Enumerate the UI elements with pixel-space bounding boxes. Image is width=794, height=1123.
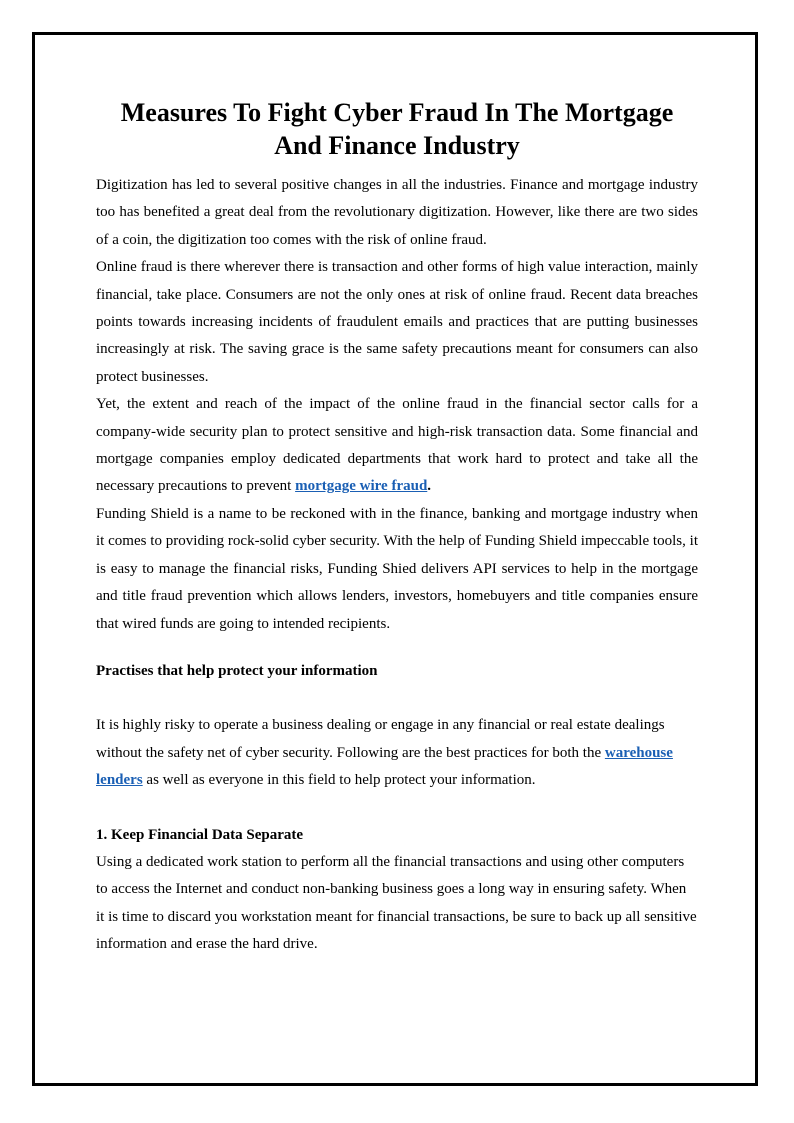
- subsection-heading: 1. Keep Financial Data Separate: [96, 826, 304, 843]
- warehouse-lenders-link[interactable]: warehouse lenders: [96, 744, 673, 789]
- paragraph-best-practices: [96, 712, 698, 795]
- paragraph-intro: Digitization has led to several positive changes in all the industries. Finance and mortgage industry too has benefited a great deal from the revolutionary digitization. However, like there are two sides of a coin, the digitization too comes with the risk of online fraud.: [96, 177, 698, 248]
- spacer: [96, 795, 698, 822]
- document-body: [96, 96, 698, 959]
- paragraph-security-plan-end: .: [427, 478, 432, 495]
- paragraph-security-plan: [96, 391, 698, 501]
- paragraph-security-plan-text: Yet, the extent and reach of the impact of the online fraud in the financial sector calls for a company-wide security plan to protect sensitive and high-risk transaction data. Some financial and mortgage companies employ dedicated departments that work hard to protect and take all the necessary precautions to prevent: [96, 396, 698, 495]
- spacer: [96, 638, 698, 658]
- section-heading: Practises that help protect your information: [96, 662, 378, 679]
- paragraph-best-practices-end: as well as everyone in this field to help protect your information.: [142, 772, 536, 789]
- paragraph-online-fraud: Online fraud is there wherever there is transaction and other forms of high value interaction, mainly financial, take place. Consumers are not the only ones at risk of online fraud. Recent data breaches points towards increasing incidents of fraudulent emails and practices that are putting businesses increasingly at risk. The saving grace is the same safety precautions meant for consumers can also protect businesses.: [96, 259, 698, 385]
- paragraph-data-separate: Using a dedicated work station to perform all the financial transactions and using other computers to access the Internet and conduct non-banking business goes a long way in ensuring safety. When it is time to discard you workstation meant for financial transactions, be sure to back up all sensitive information and erase the hard drive.: [96, 853, 697, 953]
- paragraph-best-practices-text: It is highly risky to operate a business dealing or engage in any financial or real estate dealings without the safety net of cyber security. Following are the best practices for both the: [96, 716, 665, 761]
- paragraph-funding-shield: Funding Shield is a name to be reckoned with in the finance, banking and mortgage industry when it comes to providing rock-solid cyber security. With the help of Funding Shield impeccable tools, it is easy to manage the financial risks, Funding Shied delivers API services to help in the mortgage and title fraud prevention which allows lenders, investors, homebuyers and title companies ensure that wired funds are going to intended recipients.: [96, 505, 698, 632]
- document-title: Measures To Fight Cyber Fraud In The Mortgage And Finance Industry: [120, 98, 674, 160]
- spacer: [96, 685, 698, 712]
- mortgage-wire-fraud-link[interactable]: mortgage wire fraud: [295, 478, 428, 495]
